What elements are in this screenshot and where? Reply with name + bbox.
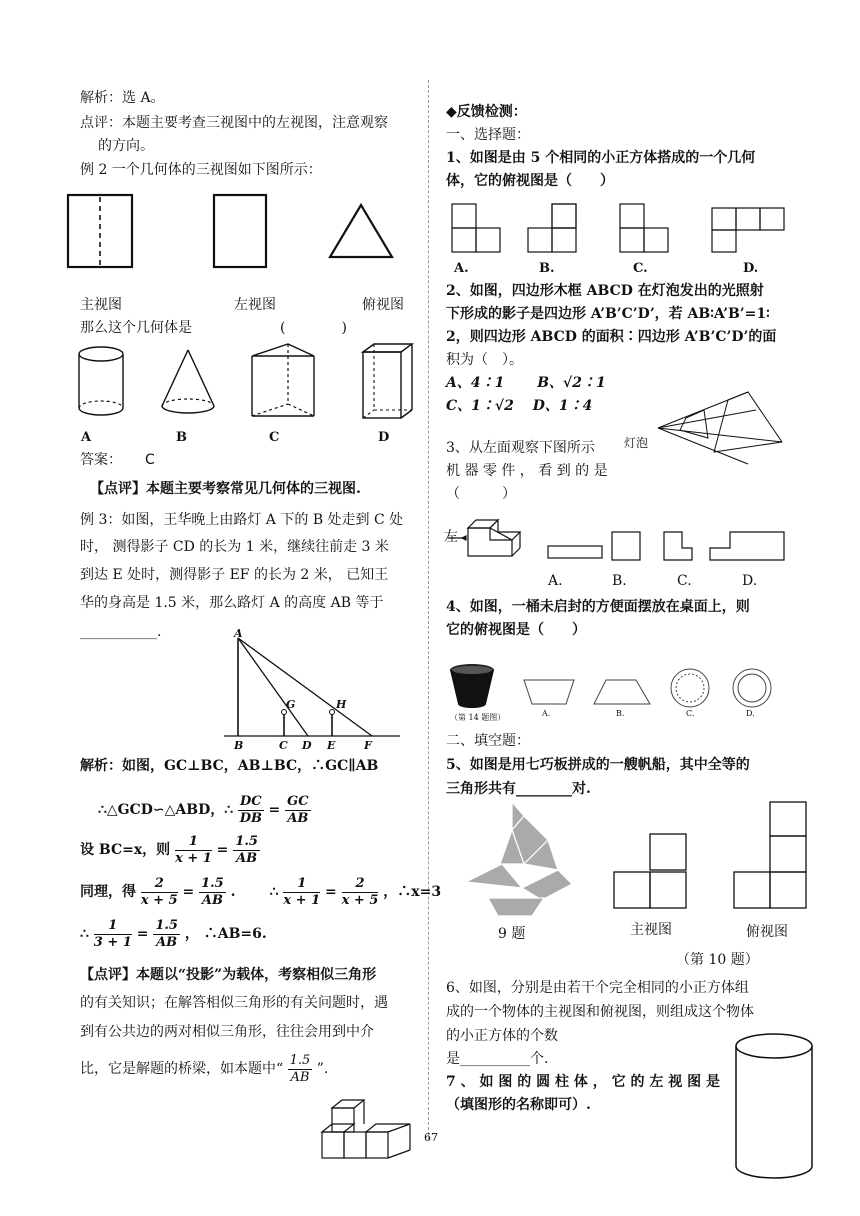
- point-d-label: D: [302, 739, 312, 752]
- answer-value: C: [145, 452, 155, 468]
- point-c-label: C: [279, 739, 288, 752]
- q3-figure: [446, 508, 788, 572]
- lamp-shadow-figure: [222, 628, 402, 754]
- comment-2: 【点评】本题主要考察常见几何体的三视图.: [90, 481, 361, 497]
- solution-line5: ∴ $\frac{1}{3 + 1}$ = $\frac{1.5}{AB}$ ， ∴AB=6.: [80, 917, 267, 950]
- solution-line3: 设 BC=x，则 $\frac{1}{x + 1}$ = $\frac{1.5}{AB}$: [80, 833, 258, 866]
- option-d-label: D: [378, 430, 390, 445]
- option-c-label: C: [269, 430, 280, 445]
- q1-line2: 体，它的俯视图是（ ）: [446, 173, 614, 189]
- left-direction-label: 左: [444, 529, 458, 545]
- comment-3-line1: 【点评】本题以“投影”为载体，考察相似三角形: [80, 967, 377, 983]
- comment-1: 点评：本题主要考查三视图中的左视图，注意观察: [80, 115, 388, 131]
- q1-option-a: A.: [454, 261, 469, 276]
- answer-label: 答案：: [80, 452, 122, 468]
- q6-line3: 的小正方体的个数: [446, 1028, 558, 1044]
- solids-figure: [76, 342, 416, 424]
- tangram-sailboat-figure: [462, 800, 582, 922]
- q3-line1: 3、从左面观察下图所示: [446, 440, 595, 456]
- comment-1b: 的方向。: [98, 138, 154, 154]
- q1-option-b: B.: [539, 261, 555, 276]
- caption-10: （第 10 题）: [676, 952, 759, 968]
- caption-top-view: 俯视图: [746, 924, 788, 940]
- q1-option-d: D.: [743, 261, 759, 276]
- q6-views-figure: [612, 800, 812, 912]
- q3-line2: 机 器 零 件 ， 看 到 的 是: [446, 463, 608, 479]
- q7-line1: 7 、 如 图 的 圆 柱 体 ， 它 的 左 视 图 是: [446, 1074, 720, 1090]
- q4-option-a: A.: [542, 709, 551, 718]
- point-b-label: B: [234, 739, 244, 752]
- feedback-heading: ◆反馈检测：: [446, 104, 527, 120]
- example-3-line4: 华的身高是 1.5 米，那么路灯 A 的高度 AB 等于: [80, 595, 384, 611]
- cylinder-figure: [734, 1032, 816, 1182]
- q4-caption: （第 14 题图）: [450, 713, 506, 722]
- example-3-line3: 到达 E 处时，测得影子 EF 的长为 2 米， 已知王: [80, 567, 389, 583]
- q3-option-d: D.: [742, 573, 758, 589]
- point-h-label: H: [336, 698, 347, 711]
- q4-option-b: B.: [616, 709, 625, 718]
- solution-line1: 解析：如图，GC⊥BC，AB⊥BC，∴GC∥AB: [80, 758, 379, 774]
- q4-option-c: C.: [686, 709, 695, 718]
- cubes-figure: [318, 1096, 414, 1166]
- q6-line2: 成的一个物体的主视图和俯视图，则组成这个物体: [446, 1004, 754, 1020]
- option-b-label: B: [176, 430, 187, 445]
- comment-3-line2: 的有关知识；在解答相似三角形的有关问题时，遇: [80, 995, 388, 1011]
- label-main-view: 主视图: [80, 297, 122, 313]
- example-3-line5: ___________.: [80, 624, 162, 640]
- example-3-line1: 例 3：如图，王华晚上由路灯 A 下的 B 处走到 C 处: [80, 512, 404, 528]
- q6-line4: 是__________个.: [446, 1051, 549, 1067]
- q7-line2: （填图形的名称即可）.: [446, 1097, 591, 1113]
- example-2-question: 那么这个几何体是: [80, 320, 192, 336]
- lamp-projection-figure: [656, 388, 788, 464]
- q4-line1: 4、如图，一桶未启封的方便面摆放在桌面上，则: [446, 599, 750, 615]
- q4-line2: 它的俯视图是（ ）: [446, 622, 586, 638]
- label-left-view: 左视图: [234, 297, 276, 313]
- point-a-label: A: [234, 627, 243, 640]
- q5-line1: 5、如图是用七巧板拼成的一艘帆船，其中全等的: [446, 757, 750, 773]
- q4-option-d: D.: [746, 709, 755, 718]
- solution-line4: 同理，得 $\frac{2}{x + 5}$ = $\frac{1.5}{AB}$ . ∴ $\frac{1}{x + 1}$ = $\frac{2}{x + 5}$ ，∴x=3: [80, 875, 442, 908]
- comment-3-line3: 到有公共边的两对相似三角形，往往会用到中介: [80, 1024, 374, 1040]
- q3-option-a: A.: [548, 573, 563, 589]
- lamp-label: 灯泡: [624, 436, 649, 450]
- q2-options-1: A、4∶1 B、√2∶1: [446, 375, 606, 391]
- example-3-line2: 时， 测得影子 CD 的长为 1 米，继续往前走 3 米: [80, 539, 389, 555]
- q2-line2: 下形成的影子是四边形 A’B’C’D’，若 AB∶A’B’=1∶: [446, 306, 770, 322]
- q2-options-2: C、1∶√2 D、1∶4: [446, 398, 593, 414]
- point-g-label: G: [286, 698, 296, 711]
- answer-paren: ( ): [280, 320, 347, 336]
- solution-line2: ∴△GCD∽△ABD，∴ $\frac{DC}{DB}$ = $\frac{GC}{AB}$: [98, 793, 309, 826]
- q2-line1: 2、如图，四边形木框 ABCD 在灯泡发出的光照射: [446, 283, 764, 299]
- q5-line2: 三角形共有________对.: [446, 781, 591, 797]
- q1-line1: 1、如图是由 5 个相同的小正方体搭成的一个几何: [446, 150, 756, 166]
- point-f-label: F: [364, 739, 372, 752]
- q2-line4: 积为（ ）。: [446, 352, 523, 368]
- page-number: 67: [424, 1131, 438, 1144]
- q1-option-c: C.: [633, 261, 648, 276]
- option-a-label: A: [81, 430, 92, 445]
- q2-line3: 2，则四边形 ABCD 的面积∶四边形 A’B’C’D’的面: [446, 329, 777, 345]
- three-views-figure: [66, 193, 386, 273]
- label-top-view: 俯视图: [362, 297, 404, 313]
- example-2: 例 2 一个几何体的三视图如下图所示：: [80, 162, 322, 178]
- point-e-label: E: [327, 739, 336, 752]
- caption-main-view: 主视图: [630, 922, 672, 938]
- q3-option-b: B.: [612, 573, 627, 589]
- q3-line3: （ ）: [446, 486, 516, 502]
- q3-option-c: C.: [677, 573, 692, 589]
- section-2-heading: 二、填空题：: [446, 733, 530, 749]
- column-divider: [428, 80, 429, 1140]
- analysis-1: 解析：选 A。: [80, 90, 165, 106]
- q1-options-figure: [448, 200, 788, 256]
- section-1-heading: 一、选择题：: [446, 127, 530, 143]
- caption-9: 9 题: [498, 926, 526, 942]
- q6-line1: 6、如图，分别是由若干个完全相同的小正方体组: [446, 980, 749, 996]
- comment-3-line4: 比，它是解题的桥梁，如本题中“ $\frac{1.5}{AB}$ ”.: [80, 1052, 329, 1085]
